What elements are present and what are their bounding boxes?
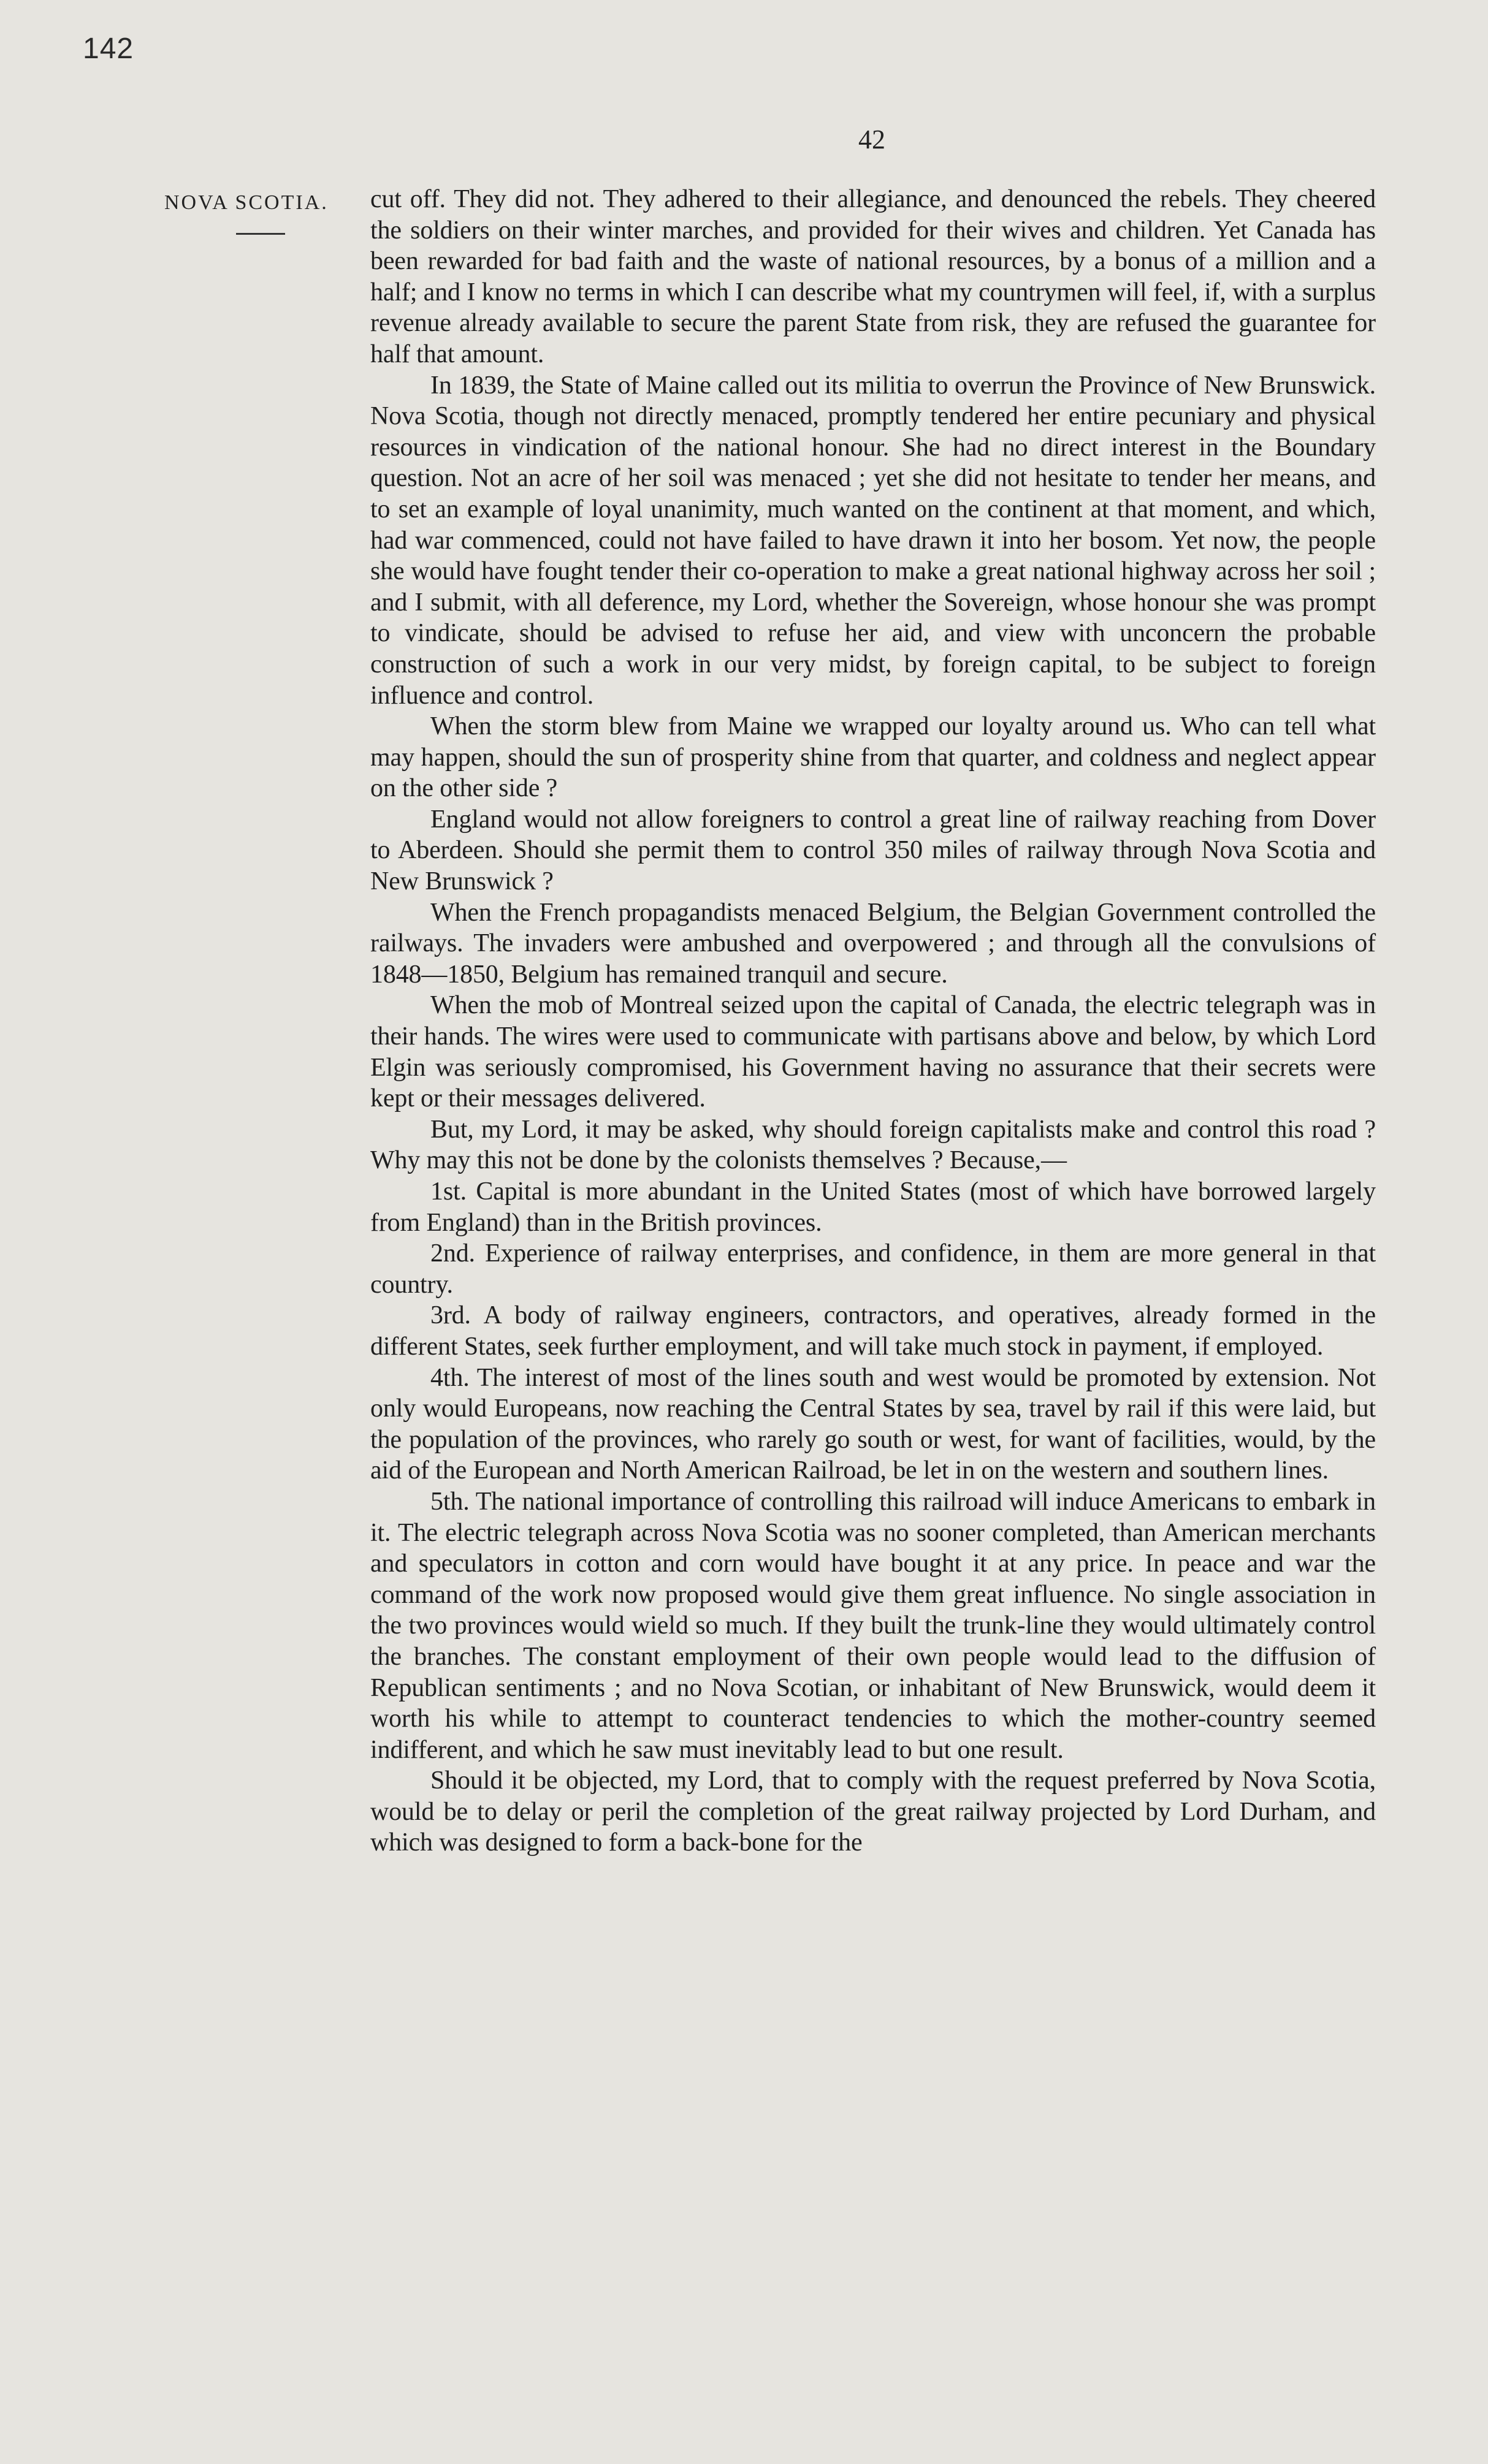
paragraph-england: England would not allow foreigners to control a great line of railway reaching from Dover to Aberdeen. Should she permit them to control 350 miles of railway through Nova Scotia and New Brunswick ? [370, 805, 1376, 896]
body-text [370, 184, 1376, 1858]
paragraph-reason-3: 3rd. A body of railway engineers, contractors, and operatives, already formed in the different States, seek further employment, and will take much stock in payment, if employed. [370, 1301, 1376, 1361]
paragraph-maine-1839: In 1839, the State of Maine called out its militia to overrun the Province of New Brunswick. Nova Scotia, though not directly menaced, promptly tendered her entire pecuniary and physical resources in vindication of the national honour. She had no direct interest in the Boundary question. Not an acre of her soil was menaced ; yet she did not hesitate to tender her means, and to set an example of loyal unanimity, much wanted on the continent at that moment, and which, had war commenced, could not have failed to have drawn it into her bosom. Yet now, the people she would have fought tender their co-operation to make a great national highway across her soil ; and I submit, with all deference, my Lord, whether the Sovereign, whose honour she was prompt to vindicate, should be advised to refuse her aid, and view with unconcern the probable construction of such a work in our very midst, by foreign capital, to be subject to foreign influence and control. [370, 371, 1376, 710]
scan-page-number: 142 [83, 32, 134, 65]
paragraph-reason-5: 5th. The national importance of controlling this railroad will induce Americans to embark in it. The electric telegraph across Nova Scotia was no sooner completed, than American merchants and speculators in cotton and corn would have bought it at any price. In peace and war the command of the work now proposed would give them great influence. No single association in the two provinces would wield so much. If they built the trunk-line they would ultimately control the branches. The constant employment of their own people would lead to the diffusion of Republican sentiments ; and no Nova Scotian, or inhabitant of New Brunswick, would deem it worth his while to attempt to counteract tendencies to which the mother-country seemed indifferent, and which he saw must inevitably lead to but one result. [370, 1487, 1376, 1764]
paragraph-montreal: When the mob of Montreal seized upon the capital of Canada, the electric telegraph was in their hands. The wires were used to communicate with partisans above and below, by which Lord Elgin was seriously compromised, his Government having no assurance that their secrets were kept or their messages delivered. [370, 991, 1376, 1113]
paragraph-reason-2: 2nd. Experience of railway enterprises, and confidence, in them are more general in that country. [370, 1239, 1376, 1299]
paragraph-storm: When the storm blew from Maine we wrapped our loyalty around us. Who can tell what may happen, should the sun of prosperity shine from that quarter, and coldness and neglect appear on the other side ? [370, 712, 1376, 803]
margin-heading: NOVA SCOTIA. [164, 191, 329, 214]
paragraph-belgium: When the French propagandists menaced Belgium, the Belgian Government controlled the railways. The invaders were ambushed and overpowered ; and through all the convulsions of 1848—1850, Belgium has remained tranquil and secure. [370, 898, 1376, 989]
paragraph-continued: cut off. They did not. They adhered to their allegiance, and denounced the rebels. They cheered the soldiers on their winter marches, and provided for their wives and children. Yet Canada has been rewarded for bad faith and the waste of national resources, by a bonus of a million and a half; and I know no terms in which I can describe what my countrymen will feel, if, with a surplus revenue already available to secure the parent State from risk, they are refused the guarantee for half that amount. [370, 185, 1376, 368]
printed-page-number: 42 [858, 124, 885, 154]
paragraph-objection: Should it be objected, my Lord, that to comply with the request preferred by Nova Scotia, would be to delay or peril the completion of the great railway projected by Lord Durham, and which was designed to form a back-bone for the [370, 1766, 1376, 1857]
paragraph-reason-4: 4th. The interest of most of the lines south and west would be promoted by extension. Not only would Europeans, now reaching the Central States by sea, travel by rail if this were laid, but the population of the provinces, who rarely go south or west, for want of facilities, would, by the aid of the European and North American Railroad, be let in on the western and southern lines. [370, 1363, 1376, 1485]
margin-rule [236, 233, 285, 235]
paragraph-question: But, my Lord, it may be asked, why should foreign capitalists make and control this road ? Why may this not be done by the colonists themselves ? Because,— [370, 1115, 1376, 1175]
paragraph-reason-1: 1st. Capital is more abundant in the United States (most of which have borrowed largely from England) than in the British provinces. [370, 1177, 1376, 1237]
